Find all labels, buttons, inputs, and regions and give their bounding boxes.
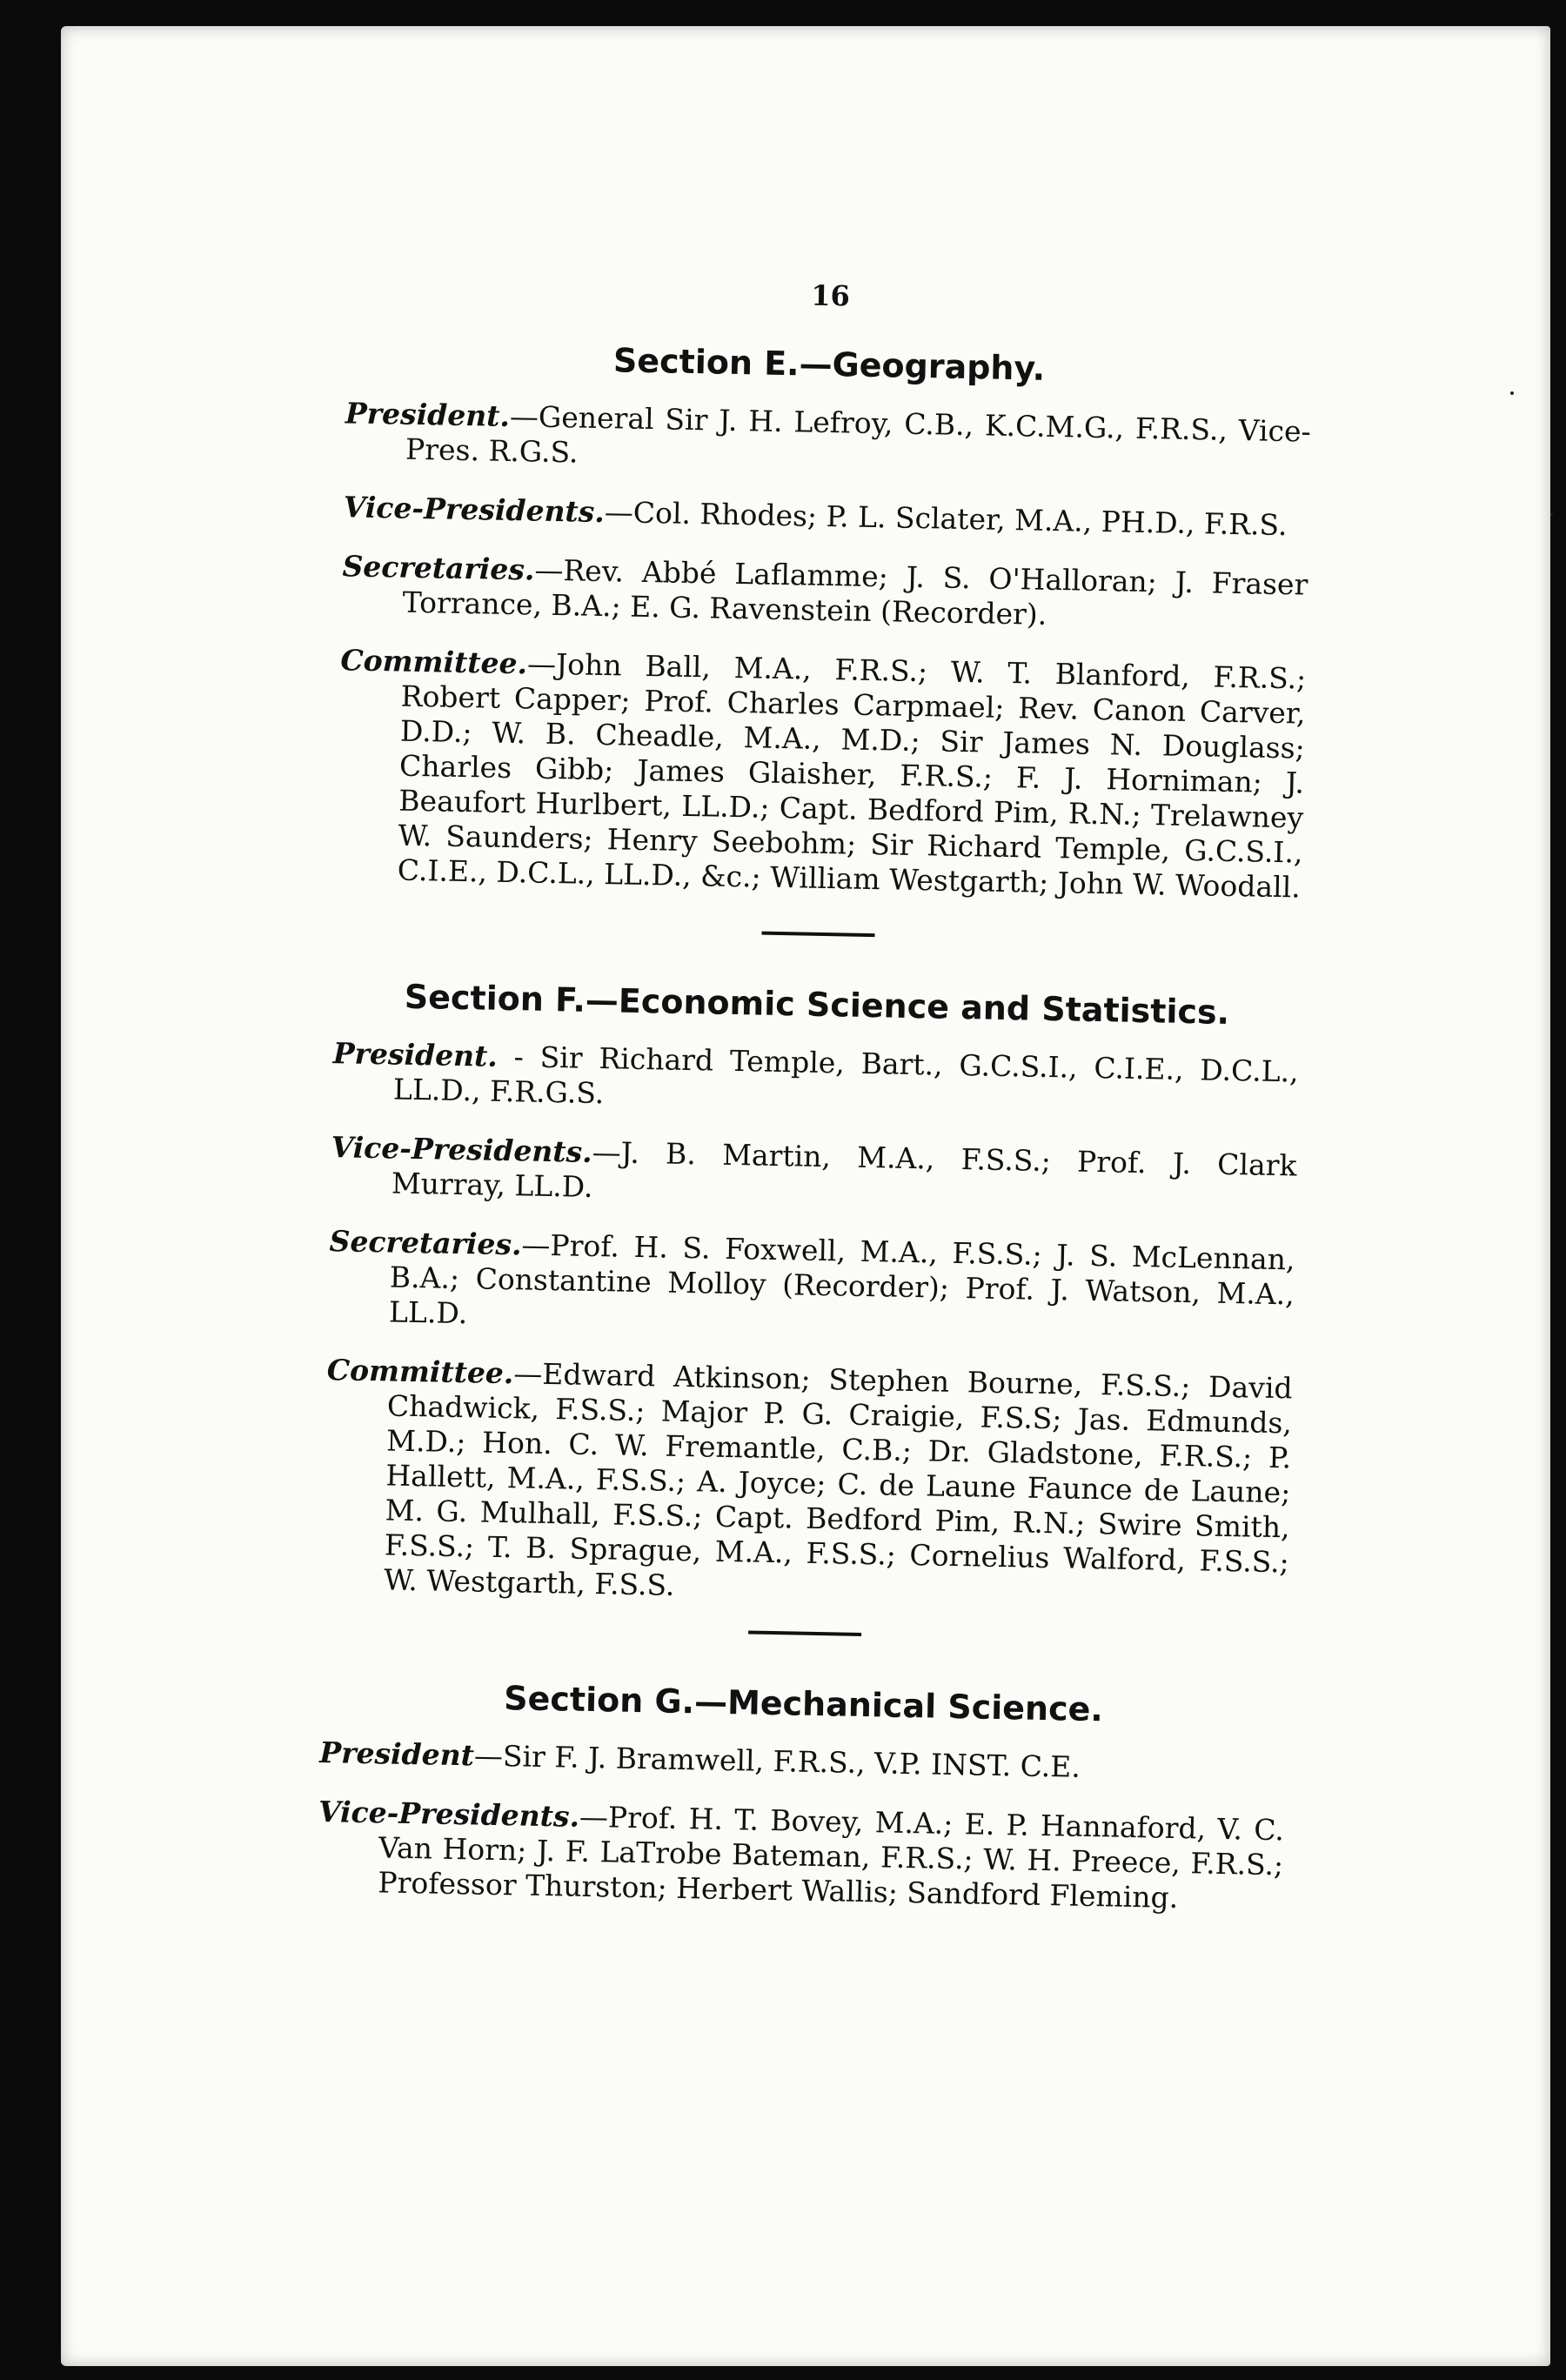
role-label: President xyxy=(318,1735,475,1773)
section-divider xyxy=(748,1630,861,1635)
page-number: 16 xyxy=(810,278,851,313)
role-label: Secretaries. xyxy=(329,1224,522,1262)
entry-text: - Sir Richard Temple, Bart., G.C.S.I., C.I.E., D.C.L., LL.D., F.R.G.S. xyxy=(392,1039,1299,1111)
role-label: Committee. xyxy=(340,643,528,681)
role-label: President. xyxy=(332,1036,499,1073)
entry-text: —General Sir J. H. Lefroy, C.B., K.C.M.G., F.R.S., Vice-Pres. R.G.S. xyxy=(405,398,1312,470)
section-g xyxy=(317,1675,1287,1917)
section-title: Section E.—Geography. xyxy=(612,341,1046,388)
entry-text: —Edward Atkinson; Stephen Bourne, F.S.S.; David Chadwick, F.S.S.; Major P. G. Craigie, F.S.S; Jas. Edmunds, M.D.; Hon. C. W. Fremantle, C.B.; Dr. Gladstone, F.R.S.; P. Hallett, M.A., F.S.S.; A. Joyce; C. de Laune Faunce de Laune; M. G. Mulhall, F.S.S.; Capt. Bedford Pim, R.N.; Swire Smith, F.S.S.; T. B. Sprague, M.A., F.S.S.; Cornelius Walford, F.S.S.; W. Westgarth, F.S.S. xyxy=(383,1356,1293,1602)
officer-entry-vice-presidents xyxy=(331,1130,1297,1218)
officer-entry-president xyxy=(319,1735,1286,1788)
section-e xyxy=(336,335,1312,905)
role-label: Vice-Presidents. xyxy=(331,1130,593,1169)
entry-text: —J. B. Martin, M.A., F.S.S.; Prof. J. Clark Murray, LL.D. xyxy=(391,1134,1297,1204)
role-label: Secretaries. xyxy=(342,549,535,587)
page-content xyxy=(317,269,1314,1942)
officer-entry-president xyxy=(345,396,1311,484)
role-label: President. xyxy=(345,396,511,433)
officer-entry-vice-presidents xyxy=(317,1795,1284,1917)
section-title: Section G.—Mechanical Science. xyxy=(503,1679,1104,1729)
entry-text: —Prof. H. S. Foxwell, M.A., F.S.S.; J. S. McLennan, B.A.; Constantine Molloy (Recorder); Prof. J. Watson, M.A., LL.D. xyxy=(388,1227,1295,1331)
officer-entry-vice-presidents xyxy=(343,490,1309,543)
entry-text: —Col. Rhodes; P. L. Sclater, M.A., PH.D., F.R.S. xyxy=(604,495,1288,543)
officer-entry-secretaries xyxy=(328,1224,1295,1347)
section-title: Section F.—Economic Science and Statistics. xyxy=(404,977,1230,1032)
ink-speck xyxy=(1510,391,1514,395)
entry-text: —Sir F. J. Bramwell, F.R.S., V.P. INST. C.E. xyxy=(473,1738,1081,1784)
role-label: Vice-Presidents. xyxy=(343,490,606,530)
officer-entry-president xyxy=(332,1036,1299,1124)
officer-entry-committee xyxy=(323,1353,1293,1615)
ink-speck xyxy=(1550,513,1553,516)
entry-text: —Rev. Abbé Laflamme; J. S. O'Halloran; J. Fraser Torrance, B.A.; E. G. Ravenstein (Recorder). xyxy=(402,552,1308,632)
section-divider xyxy=(761,932,874,937)
officer-entry-secretaries xyxy=(341,549,1308,637)
entry-text: —Prof. H. T. Bovey, M.A.; E. P. Hannaford, V. C. Van Horn; J. F. LaTrobe Bateman, F.R.S.; W. H. Preece, F.R.S.; Professor Thurston; Herbert Wallis; Sandford Fleming. xyxy=(378,1799,1285,1915)
officer-entry-committee xyxy=(336,643,1306,905)
role-label: Vice-Presidents. xyxy=(318,1795,580,1834)
section-f xyxy=(323,975,1301,1615)
entry-text: —John Ball, M.A., F.R.S.; W. T. Blanford, F.R.S.; Robert Capper; Prof. Charles Carpmael; Rev. Canon Carver, D.D.; W. B. Cheadle, M.A., M.D.; Sir James N. Douglass; Charles Gibb; James Glaisher, F.R.S.; F. J. Horniman; J. Beaufort Hurlbert, LL.D.; Capt. Bedford Pim, R.N.; Trelawney W. Saunders; Henry Seebohm; Sir Richard Temple, G.C.S.I., C.I.E., D.C.L., LL.D., &c.; William Westgarth; John W. Woodall. xyxy=(397,646,1307,905)
role-label: Committee. xyxy=(326,1353,514,1391)
